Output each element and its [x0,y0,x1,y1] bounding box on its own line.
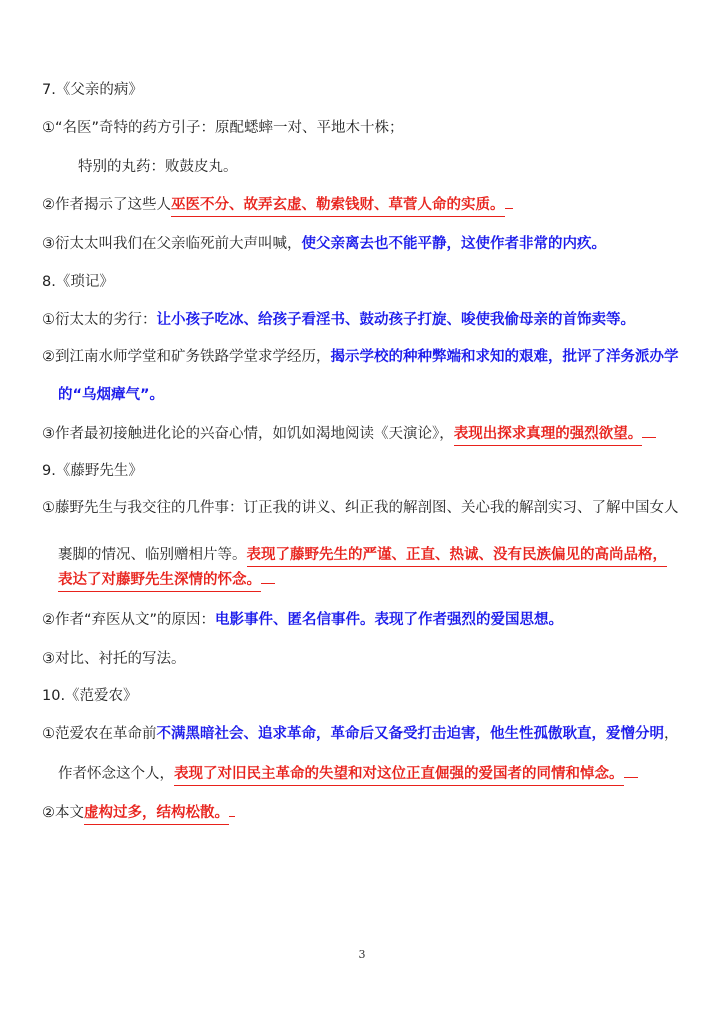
section-8-line-1-highlight: 让小孩子吃冰、给孩子看淫书、鼓动孩子打旋、唆使我偷母亲的首饰卖等。 [156,312,635,328]
section-7-line-2: 特别的丸药：败鼓皮丸。 [78,159,238,175]
section-9-line-2-highlight: 表现了藤野先生的严谨、正直、热诚、没有民族偏见的高尚品格， [247,547,668,567]
section-9-line-4-text: ②作者“弃医从文”的原因： [42,612,216,628]
section-10-line-2-highlight: 表现了对旧民主革命的失望和对这位正直倔强的爱国者的同情和悼念。 [174,766,624,786]
section-8-line-1-text: ①衍太太的劣行： [42,312,157,328]
section-7-line-4-text: ③衍太太叫我们在父亲临死前大声叫喊， [42,236,302,252]
section-9-line-4 [42,610,563,630]
section-9-line-4-highlight: 电影事件、匿名信事件。表现了作者强烈的爱国思想。 [215,612,564,628]
section-8-line-4-highlight: 表现出探求真理的强烈欲望。 [454,426,643,446]
section-9-line-5: ③对比、衬托的写法。 [42,651,186,667]
section-9-line-1: ①藤野先生与我交往的几件事：订正我的讲义、纠正我的解剖图、关心我的解剖实习、了解中国女人 [42,500,679,516]
section-10-line-3 [42,803,235,823]
section-10-line-1-comma: ， [664,726,679,742]
section-9-title: 9.《藤野先生》 [42,463,143,479]
section-8-line-2 [42,347,679,367]
section-10-line-2 [58,764,638,784]
section-10-line-2-text: 作者怀念这个人， [58,766,174,782]
section-9-line-3-highlight: 表达了对藤野先生深情的怀念。 [58,572,261,592]
section-8-line-4 [42,424,656,444]
section-10-line-3-highlight: 虚构过多，结构松散。 [84,805,229,825]
section-10-line-1 [42,724,679,744]
section-7-line-1: ①“名医”奇特的药方引子：原配蟋蟀一对、平地木十株； [42,120,404,136]
section-7-title: 7.《父亲的病》 [42,82,143,98]
section-7-line-3-text: ②作者揭示了这些人 [42,197,171,213]
section-8-line-1 [42,310,635,330]
section-10-title: 10.《范爱农》 [42,688,138,704]
section-7-line-3 [42,195,513,215]
section-10-line-3-text: ②本文 [42,805,84,821]
section-8-line-2-highlight: 揭示学校的种种弊端和求知的艰难，批评了洋务派办学 [330,349,679,365]
section-10-line-1-highlight: 不满黑暗社会、追求革命，革命后又备受打击迫害，他生性孤傲耿直，爱憎分明 [156,726,664,742]
section-7-line-4-highlight: 使父亲离去也不能平静，这使作者非常的内疚。 [301,236,606,252]
section-8-line-4-text: ③作者最初接触进化论的兴奋心情，如饥如渴地阅读《天演论》， [42,426,454,442]
section-9-line-2-text: 裹脚的情况、临别赠相片等。 [58,547,247,563]
section-8-title: 8.《琐记》 [42,274,114,290]
page-number: 3 [358,948,366,961]
section-8-line-3: 的“乌烟瘴气”。 [58,387,165,403]
section-9-line-3 [58,570,275,590]
section-10-line-1-text: ①范爱农在革命前 [42,726,157,742]
section-7-line-3-highlight: 巫医不分、故弄玄虚、勒索钱财、草菅人命的实质。 [171,197,505,217]
section-8-line-2-text: ②到江南水师学堂和矿务铁路学堂求学经历， [42,349,331,365]
section-7-line-4 [42,234,606,254]
section-9-line-2 [58,545,667,565]
